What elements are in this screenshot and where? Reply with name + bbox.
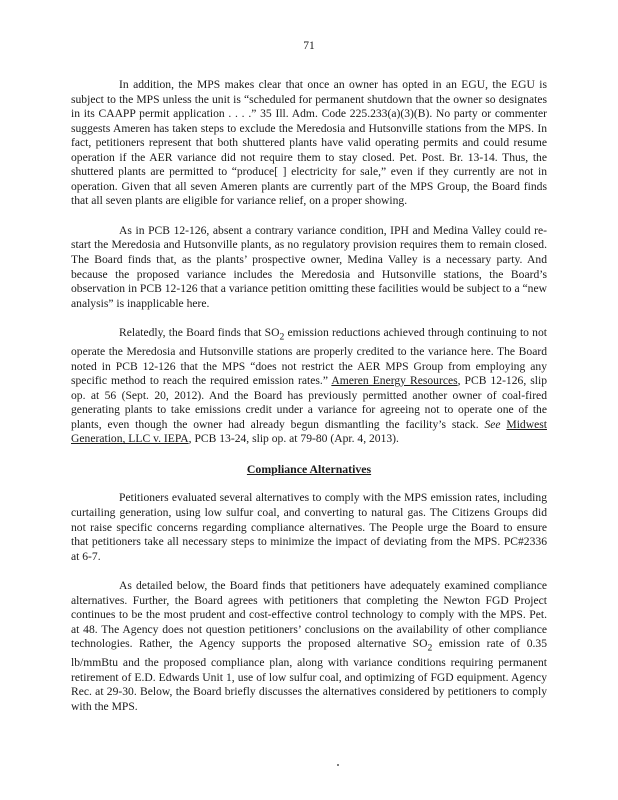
paragraph-alternatives-evaluated: Petitioners evaluated several alternatives to comply with the MPS emission rates, including curtailing generation, using low sulfur coal, and converting to natural gas. The Citizens Groups did not raise specific concerns regarding compliance alternatives. The People urge the Board to ensure that petitioners take all necessary steps to minimize the impact of deviating from the MPS. PC#2336 at 6-7. (71, 491, 547, 563)
document-body (71, 78, 547, 729)
case-citation: Midwest Generation, LLC v. IEPA (71, 417, 547, 446)
page-number: 71 (303, 40, 315, 52)
case-citation: Ameren Energy Resources (331, 374, 458, 388)
paragraph-text: emission rate of 0.35 lb/mmBtu and the proposed compliance plan, along with variance conditions requiring permanent retirement of E.D. Edwards Unit 1, use of low sulfur coal, and optimizing of FGD equipment. Agency Rec. at 29-30. Below, the Board briefly discusses the alternatives considered by petitioners to comply with the MPS. (71, 637, 547, 713)
paragraph-text: Relatedly, the Board finds that SO (119, 326, 280, 340)
paragraph-text: emission reductions achieved through continuing to not operate the Meredosia and Hutsonville stations are properly credited to the variance here. The Board noted in PCB 12-126 that the MPS “does not restrict the AER MPS Group from employing any specific method to reach the required emission rates.” (71, 326, 547, 388)
paragraph-text: , PCB 12-126, slip op. at 56 (Sept. 20, 2012). And the Board has previously permitted another owner of coal-fired generating plants to take emissions credit under a variance for agreeing not to operate one of the plants, even though the owner had already begun dismantling the facility’s stack. (71, 374, 547, 431)
paragraph-mps-opt-in: In addition, the MPS makes clear that once an owner has opted in an EGU, the EGU is subject to the MPS unless the unit is “scheduled for permanent shutdown that the owner so designates in its CAAPP permit application . . . .” 35 Ill. Adm. Code 225.233(a)(3)(B). No party or commenter suggests Ameren has taken steps to exclude the Meredosia and Hutsonville stations from the MPS. In fact, petitioners represent that both shuttered plants have valid operating permits and could resume operation if the AER variance did not require them to stay closed. Pet. Post. Br. 13-14. Thus, the shuttered plants are permitted to “produce[ ] electricity for sale,” even if they currently are not in operation. Given that all seven Ameren plants are currently part of the MPS Group, the Board finds that all seven plants are eligible for variance relief, on a proper showing. (71, 78, 547, 208)
paragraph-text: As detailed below, the Board finds that petitioners have adequately examined compliance alternatives. Further, the Board agrees with petitioners that completing the Newton FGD Project continues to be the most prudent and cost-effective control technology to comply with the MPS. Pet. at 48. The Agency does not question petitioners’ conclusions on the availability of other compliance technologies. Rather, the Agency supports the proposed alternative SO (71, 579, 547, 651)
paragraph-restart-plants: As in PCB 12-126, absent a contrary variance condition, IPH and Medina Valley could re-start the Meredosia and Hutsonville plants, as no regulatory provision requires them to remain closed. The Board finds that, as the plants’ prospective owner, Medina Valley is a necessary party. And because the proposed variance includes the Meredosia and Hutsonville stations, the Board’s observation in PCB 12-126 that a variance petition omitting these facilities would be subject to a “new analysis” is inapplicable here. (71, 223, 547, 310)
paragraph-emission-credit (71, 326, 547, 447)
section-heading: Compliance Alternatives (246, 461, 372, 476)
footer-mark (337, 764, 339, 766)
paragraph-board-findings (71, 579, 547, 714)
subscript-text: 2 (279, 331, 285, 343)
paragraph-text: , PCB 13-24, slip op. at 79-80 (Apr. 4, 2013). (188, 432, 399, 446)
subscript-text: 2 (427, 642, 433, 654)
signal-see: See (484, 417, 501, 431)
